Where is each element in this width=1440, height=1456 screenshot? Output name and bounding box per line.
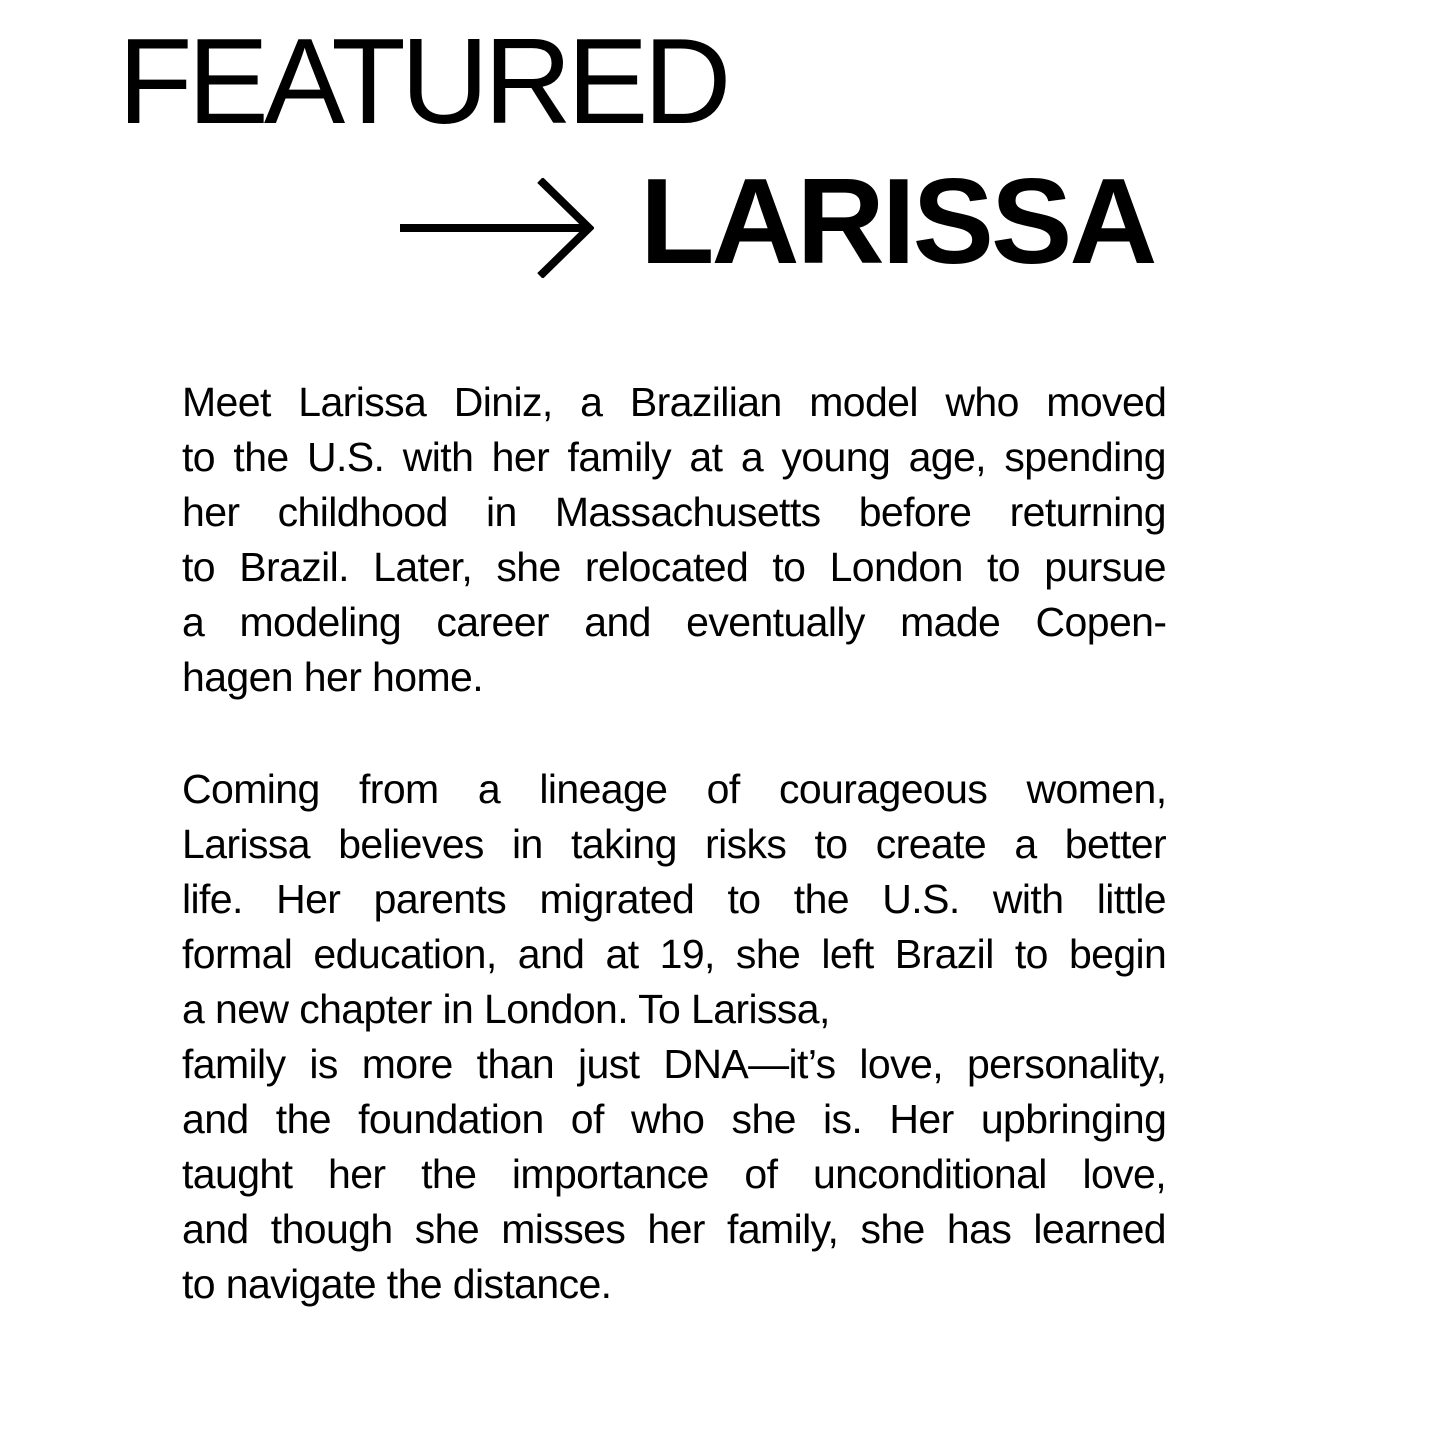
text-line: to Brazil. Later, she relocated to London to pursue [182,544,1166,590]
paragraph-intro [182,375,1166,705]
text-line: Larissa believes in taking risks to create a better [182,821,1166,867]
paragraph-family [182,762,1166,1312]
article-body [182,375,1166,1312]
text-line: and the foundation of who she is. Her upbringing [182,1096,1167,1142]
featured-name: LARISSA [640,153,1155,289]
text-line: a modeling career and eventually made Copen- [182,599,1167,645]
text-line: to the U.S. with her family at a young age, spending [182,434,1166,480]
featured-heading: FEATURED [118,13,727,149]
text-line: family is more than just DNA—it’s love, personality, [182,1041,1167,1087]
text-line: a new chapter in London. To Larissa, [182,986,830,1032]
text-line: her childhood in Massachusetts before returning [182,489,1166,535]
text-line: Coming from a lineage of courageous women, [182,766,1167,812]
text-line: to navigate the distance. [182,1261,612,1307]
text-line: Meet Larissa Diniz, a Brazilian model who moved [182,379,1167,425]
text-line: hagen her home. [182,654,484,700]
text-line: formal education, and at 19, she left Brazil to begin [182,931,1167,977]
text-line: life. Her parents migrated to the U.S. with little [182,876,1167,922]
text-line: taught her the importance of unconditional love, [182,1151,1167,1197]
right-arrow-icon [398,178,594,278]
text-line: and though she misses her family, she has learned [182,1206,1166,1252]
paragraph-spacer [182,705,1166,760]
